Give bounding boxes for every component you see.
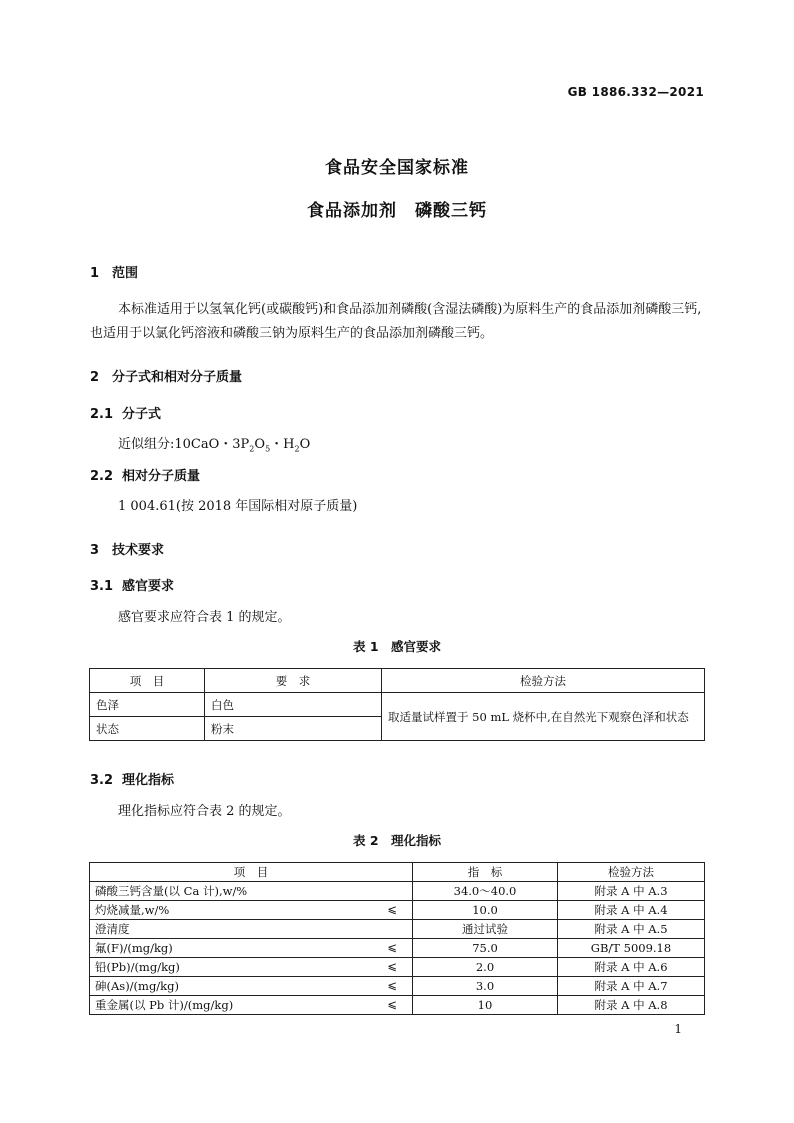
value-cell: 3.0 [413,977,558,996]
item-cell: 铅(Pb)/(mg/kg) ⩽ [90,958,413,977]
table-row [90,693,705,717]
table-row [90,958,705,977]
table-row [90,939,705,958]
molecular-mass: 1 004.61(按 2018 年国际相对原子质量) [118,499,358,514]
method-cell: 取适量试样置于 50 mL 烧杯中,在自然光下观察色泽和状态 [382,693,705,741]
section-number: 3.2 [90,773,114,788]
section-2-heading [90,366,242,385]
table-1 [89,668,705,741]
section-3-1-body: 感官要求应符合表 1 的规定。 [118,610,291,625]
value-cell: 10 [413,996,558,1015]
method-cell: 附录 A 中 A.3 [558,882,705,901]
header-cell: 检验方法 [558,863,705,882]
method-cell: GB/T 5009.18 [558,939,705,958]
item-cell: 砷(As)/(mg/kg) ⩽ [90,977,413,996]
header-cell: 项 目 [90,669,205,693]
value-cell: 2.0 [413,958,558,977]
molecular-formula: 近似组分:10CaO・$3P_2O_5$・$H_2O$ [118,437,311,454]
section-title: 相对分子质量 [122,469,201,484]
item-cell: 氟(F)/(mg/kg) ⩽ [90,939,413,958]
section-3-1-heading [90,575,174,594]
section-2-1-heading [90,403,161,422]
requirement-cell: 粉末 [205,717,382,741]
doc-title-line1: 食品安全国家标准 [325,158,469,178]
header-cell: 要 求 [205,669,382,693]
table-row [90,882,705,901]
section-3-2-heading [90,769,174,788]
item-cell: 重金属(以 Pb 计)/(mg/kg) ⩽ [90,996,413,1015]
section-number: 2.2 [90,469,114,484]
table-2 [89,862,705,1015]
section-title: 技术要求 [112,543,165,558]
requirement-cell: 白色 [205,693,382,717]
table-header-row [90,669,705,693]
table-row [90,920,705,939]
page-number: 1 [674,1022,682,1036]
method-cell: 附录 A 中 A.4 [558,901,705,920]
method-cell: 附录 A 中 A.5 [558,920,705,939]
value-cell: 通过试验 [413,920,558,939]
section-3-heading [90,539,164,558]
header-cell: 项 目 [90,863,413,882]
section-1-body: 本标准适用于以氢氧化钙(或碳酸钙)和食品添加剂磷酸(含湿法磷酸)为原料生产的食品添加剂磷酸三钙,也适用于以氯化钙溶液和磷酸三钠为原料生产的食品添加剂磷酸三钙。 [90,302,702,341]
value-cell: 10.0 [413,901,558,920]
table-2-caption: 表 2 理化指标 [352,833,442,848]
table-header-row [90,863,705,882]
section-number: 3 [90,543,100,558]
item-cell: 色泽 [90,693,205,717]
table-row [90,996,705,1015]
value-cell: 75.0 [413,939,558,958]
section-2-2-heading [90,465,200,484]
doc-title-line2: 食品添加剂 磷酸三钙 [307,201,487,221]
header-cell: 指 标 [413,863,558,882]
header-cell: 检验方法 [382,669,705,693]
method-cell: 附录 A 中 A.6 [558,958,705,977]
value-cell: 34.0～40.0 [413,882,558,901]
section-title: 分子式 [122,407,162,422]
section-title: 范围 [112,266,139,281]
section-number: 3.1 [90,579,114,594]
item-cell: 澄清度 [90,920,413,939]
table-row [90,977,705,996]
section-title: 理化指标 [122,773,175,788]
method-cell: 附录 A 中 A.7 [558,977,705,996]
section-title: 分子式和相对分子质量 [112,370,243,385]
table-1-caption: 表 1 感官要求 [352,639,442,654]
section-number: 1 [90,266,100,281]
item-cell: 磷酸三钙含量(以 Ca 计),w/% [90,882,413,901]
section-1-heading [90,262,138,281]
method-cell: 附录 A 中 A.8 [558,996,705,1015]
section-3-2-body: 理化指标应符合表 2 的规定。 [118,804,291,819]
table-row [90,901,705,920]
section-number: 2 [90,370,100,385]
standard-number: GB 1886.332—2021 [567,85,704,99]
item-cell: 状态 [90,717,205,741]
section-title: 感官要求 [122,579,175,594]
section-number: 2.1 [90,407,114,422]
item-cell: 灼烧减量,w/% ⩽ [90,901,413,920]
